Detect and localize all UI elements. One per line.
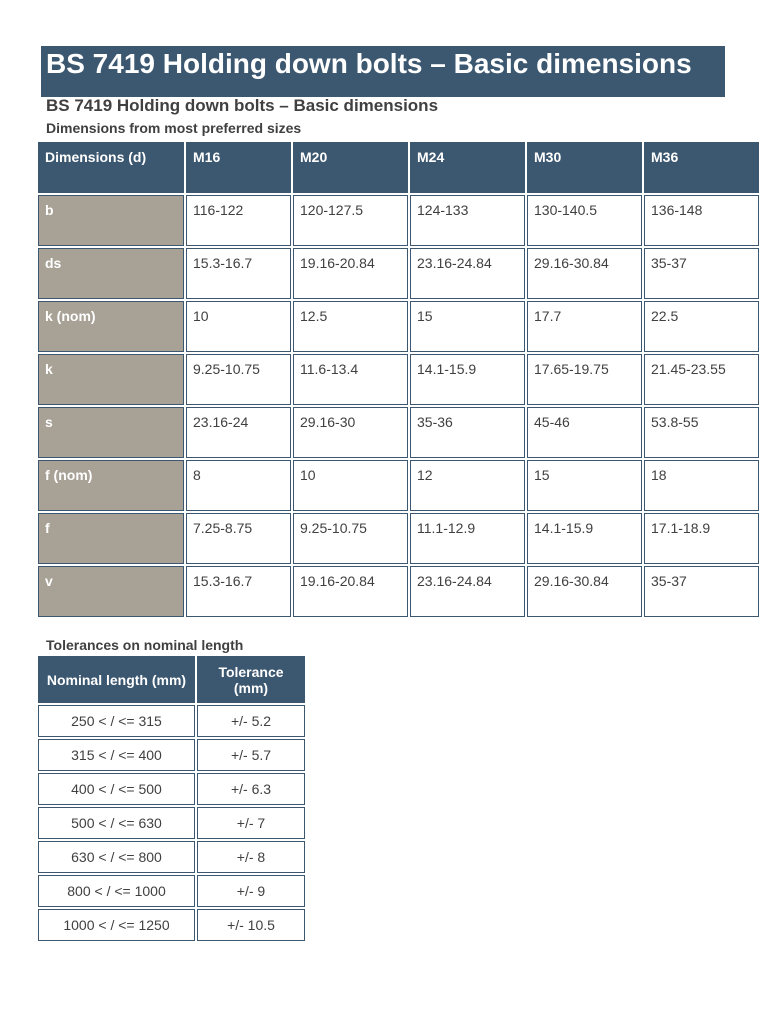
table-row <box>38 875 305 907</box>
tolerance-table <box>36 654 307 943</box>
table-cell: 35-37 <box>644 248 759 299</box>
header-m30: M30 <box>527 142 642 193</box>
table-cell: 14.1-15.9 <box>410 354 525 405</box>
nominal-length-cell: 250 < / <= 315 <box>38 705 195 737</box>
table-cell: 35-36 <box>410 407 525 458</box>
page-title: BS 7419 Holding down bolts – Basic dimensions <box>41 46 725 97</box>
row-label: b <box>38 195 184 246</box>
table-row <box>38 354 759 405</box>
table-row <box>38 566 759 617</box>
table-cell: 15.3-16.7 <box>186 248 291 299</box>
table-cell: 19.16-20.84 <box>293 248 408 299</box>
nominal-length-cell: 1000 < / <= 1250 <box>38 909 195 941</box>
table-cell: 8 <box>186 460 291 511</box>
table-cell: 17.7 <box>527 301 642 352</box>
tolerance-cell: +/- 9 <box>197 875 305 907</box>
tolerance-cell: +/- 8 <box>197 841 305 873</box>
table-cell: 22.5 <box>644 301 759 352</box>
table-row <box>38 301 759 352</box>
table-cell: 14.1-15.9 <box>527 513 642 564</box>
table-cell: 53.8-55 <box>644 407 759 458</box>
table-cell: 35-37 <box>644 566 759 617</box>
dimensions-caption: Dimensions from most preferred sizes <box>46 120 302 136</box>
table-cell: 29.16-30.84 <box>527 566 642 617</box>
table-cell: 23.16-24.84 <box>410 248 525 299</box>
header-nominal-length: Nominal length (mm) <box>38 656 195 703</box>
table-row <box>38 460 759 511</box>
table-cell: 19.16-20.84 <box>293 566 408 617</box>
table-cell: 120-127.5 <box>293 195 408 246</box>
table-cell: 11.6-13.4 <box>293 354 408 405</box>
table-cell: 45-46 <box>527 407 642 458</box>
section-subtitle: BS 7419 Holding down bolts – Basic dimensions <box>46 96 439 115</box>
row-label: k <box>38 354 184 405</box>
table-cell: 15 <box>527 460 642 511</box>
row-label: k (nom) <box>38 301 184 352</box>
header-dimensions: Dimensions (d) <box>38 142 184 193</box>
table-cell: 9.25-10.75 <box>186 354 291 405</box>
row-label: ds <box>38 248 184 299</box>
table-cell: 29.16-30.84 <box>527 248 642 299</box>
header-m24: M24 <box>410 142 525 193</box>
tolerance-cell: +/- 7 <box>197 807 305 839</box>
tolerance-caption: Tolerances on nominal length <box>46 637 244 653</box>
table-cell: 10 <box>293 460 408 511</box>
header-m16: M16 <box>186 142 291 193</box>
table-row <box>38 195 759 246</box>
table-cell: 17.1-18.9 <box>644 513 759 564</box>
table-cell: 15.3-16.7 <box>186 566 291 617</box>
table-cell: 7.25-8.75 <box>186 513 291 564</box>
tolerance-cell: +/- 5.2 <box>197 705 305 737</box>
table-row <box>38 807 305 839</box>
table-row <box>38 407 759 458</box>
table-row <box>38 909 305 941</box>
table-cell: 17.65-19.75 <box>527 354 642 405</box>
table-row <box>38 513 759 564</box>
table-cell: 21.45-23.55 <box>644 354 759 405</box>
dimensions-header-row <box>38 142 759 193</box>
table-row <box>38 739 305 771</box>
nominal-length-cell: 500 < / <= 630 <box>38 807 195 839</box>
table-cell: 136-148 <box>644 195 759 246</box>
table-row <box>38 773 305 805</box>
row-label: f <box>38 513 184 564</box>
row-label: s <box>38 407 184 458</box>
table-cell: 15 <box>410 301 525 352</box>
table-cell: 23.16-24 <box>186 407 291 458</box>
nominal-length-cell: 630 < / <= 800 <box>38 841 195 873</box>
table-cell: 10 <box>186 301 291 352</box>
table-cell: 12.5 <box>293 301 408 352</box>
table-row <box>38 841 305 873</box>
header-tolerance: Tolerance (mm) <box>197 656 305 703</box>
tolerance-cell: +/- 6.3 <box>197 773 305 805</box>
table-cell: 116-122 <box>186 195 291 246</box>
table-row <box>38 705 305 737</box>
dimensions-table <box>36 140 761 619</box>
nominal-length-cell: 400 < / <= 500 <box>38 773 195 805</box>
table-cell: 18 <box>644 460 759 511</box>
table-cell: 23.16-24.84 <box>410 566 525 617</box>
header-m20: M20 <box>293 142 408 193</box>
table-cell: 11.1-12.9 <box>410 513 525 564</box>
table-cell: 130-140.5 <box>527 195 642 246</box>
tolerance-cell: +/- 5.7 <box>197 739 305 771</box>
row-label: f (nom) <box>38 460 184 511</box>
row-label: v <box>38 566 184 617</box>
header-m36: M36 <box>644 142 759 193</box>
table-row <box>38 248 759 299</box>
nominal-length-cell: 315 < / <= 400 <box>38 739 195 771</box>
tolerance-header-row <box>38 656 305 703</box>
nominal-length-cell: 800 < / <= 1000 <box>38 875 195 907</box>
table-cell: 9.25-10.75 <box>293 513 408 564</box>
table-cell: 12 <box>410 460 525 511</box>
tolerance-cell: +/- 10.5 <box>197 909 305 941</box>
table-cell: 124-133 <box>410 195 525 246</box>
table-cell: 29.16-30 <box>293 407 408 458</box>
